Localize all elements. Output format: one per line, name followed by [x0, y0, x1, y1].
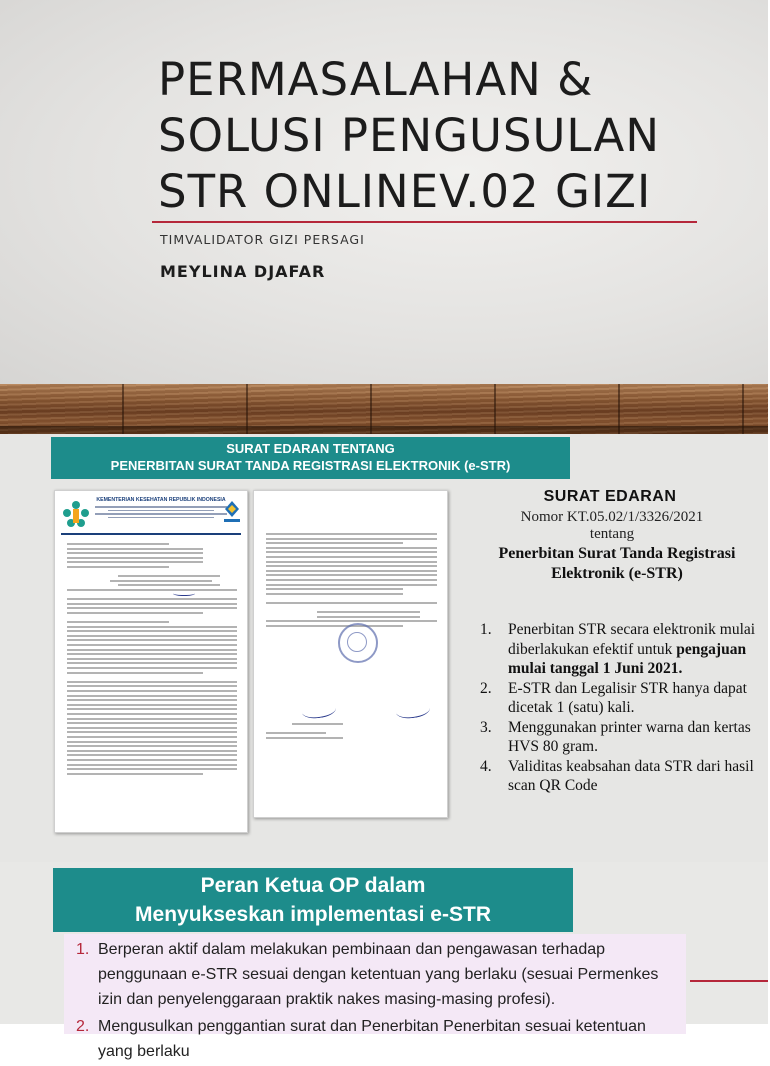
letterhead-title: KEMENTERIAN KESEHATAN REPUBLIK INDONESIA — [96, 497, 226, 503]
list-item: 1. Penerbitan STR secara elektronik mulai diberlakukan efektif untuk pengajuan mulai tanggal 1 Juni 2021. — [480, 621, 756, 677]
circular-about-label: tentang — [589, 526, 635, 542]
document-page-2 — [253, 490, 448, 818]
list-item: 4. Validitas keabsahan data STR dari hasil scan QR Code — [480, 757, 754, 794]
circular-subject: Penerbitan Surat Tanda Registrasi Elektronik (e-STR) — [498, 545, 736, 582]
signature-right-icon — [395, 701, 431, 721]
slide-subtitle: TIMVALIDATOR GIZI PERSAGI — [160, 232, 365, 247]
list-item: 2. Mengusulkan penggantian surat dan Penerbitan Penerbitan sesuai ketentuan yang berlaku — [76, 1018, 646, 1060]
title-slide — [0, 0, 768, 384]
banner-line-1: SURAT EDARAN TENTANG — [226, 441, 395, 456]
document-signature-names — [266, 723, 437, 741]
germas-logo-icon — [222, 499, 242, 525]
slide-title — [158, 52, 748, 220]
wood-shadow — [0, 426, 768, 434]
document-body-text-2 — [266, 533, 437, 629]
role-banner-line-2: Menyukseskan implementasi e-STR — [135, 903, 491, 926]
role-list — [76, 937, 681, 1066]
official-stamp-icon — [338, 623, 378, 663]
title-line-2: SOLUSI PENGUSULAN — [158, 109, 660, 162]
title-divider — [152, 221, 697, 223]
circular-points-list — [480, 620, 770, 796]
author-name: MEYLINA DJAFAR — [160, 262, 326, 281]
handwritten-date-mark — [173, 589, 195, 596]
signature-left-icon — [301, 701, 337, 721]
list-item: 1. Berperan aktif dalam melakukan pembinaan dan pengawasan terhadap penggunaan e-STR sesuai dengan ketentuan yang berlaku (sesuai Permenkes izin dan penyelenggaraan praktik nakes masing-masing profesi). — [76, 941, 659, 1008]
role-banner-line-1: Peran Ketua OP dalam — [200, 874, 426, 897]
letterhead-rule — [61, 533, 241, 535]
role-banner — [53, 868, 573, 932]
document-body-text — [67, 543, 237, 777]
circular-number: Nomor KT.05.02/1/3326/2021 — [520, 509, 704, 525]
kemkes-logo-icon — [61, 499, 91, 529]
list-item: 2. E-STR dan Legalisir STR hanya dapat dicetak 1 (satu) kali. — [480, 679, 747, 716]
circular-letter-slide — [0, 434, 768, 862]
op-role-slide — [0, 862, 768, 1060]
circular-banner — [51, 437, 570, 479]
list-item: 3. Menggunakan printer warna dan kertas HVS 80 gram. — [480, 718, 751, 755]
banner-line-2: PENERBITAN SURAT TANDA REGISTRASI ELEKTRONIK (e-STR) — [110, 458, 511, 473]
document-page-1 — [54, 490, 248, 833]
letterhead-subtext — [95, 506, 227, 520]
accent-rule — [690, 980, 768, 982]
title-line-1: PERMASALAHAN & — [158, 53, 594, 106]
circular-heading: SURAT EDARAN — [543, 488, 677, 505]
title-line-3: STR ONLINEV.02 GIZI — [158, 165, 652, 218]
circular-summary — [470, 488, 760, 584]
